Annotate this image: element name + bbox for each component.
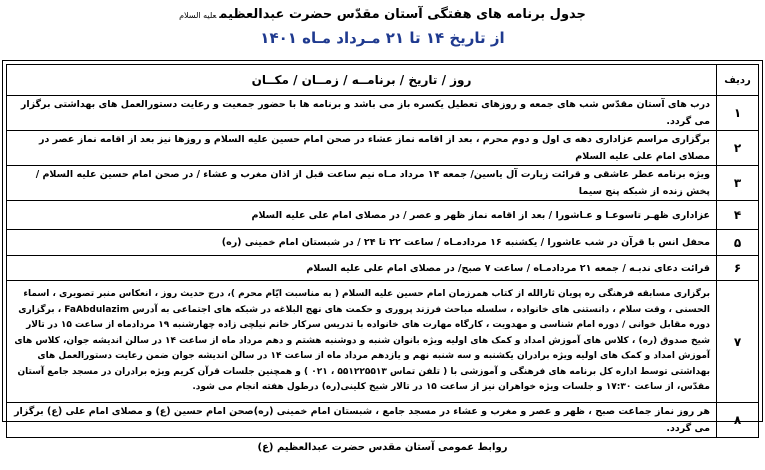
row-text: برگزاری مراسم عزاداری دهه ی اول و دوم محرم ، بعد از اقامه نماز عشاء در صحن امام حسین علیه السلام و روزها نیز بعد از اقامه نماز عصر در مصلای امام علی علیه السلام <box>7 131 717 166</box>
title-main: جدول برنامه های هفتگی آستان مقدّس حضرت عبدالعظیم <box>219 7 586 22</box>
row-number: ۲ <box>717 131 759 166</box>
table-row <box>7 256 759 281</box>
title-suffix: علیه السلام <box>179 11 217 20</box>
row-text: هر روز نماز جماعت صبح ، ظهر و عصر و مغرب و عشاء در مسجد جامع ، شبستان امام خمینی (ره)صحن امام حسین (ع) و مصلای امام علی (ع) برگزار می گردد. <box>7 403 717 438</box>
table-row <box>7 281 759 403</box>
table-row <box>7 403 759 438</box>
table-row <box>7 230 759 256</box>
row-number: ۶ <box>717 256 759 281</box>
header-description: روز / تاریخ / برنامــه / زمــان / مکــان <box>7 65 717 96</box>
schedule-frame <box>2 60 763 434</box>
table-row <box>7 166 759 201</box>
row-text: ویژه برنامه عطر عاشقی و قرائت زیارت آل یاسین/ جمعه ۱۴ مرداد مـاه نیم ساعت قبل از اذان مغرب و عشاء / در صحن امام حسین علیه السلام / پخش زنده از شبکه پنج سیما <box>7 166 717 201</box>
row-number: ۱ <box>717 96 759 131</box>
footer-signature: روابط عمومی آستان مقدس حضرت عبدالعظیم (ع) <box>257 442 508 453</box>
row-number: ۷ <box>717 281 759 403</box>
row-text: درب های آستان مقدّس شب های جمعه و روزهای تعطیل یکسره باز می باشد و برنامه ها با حضور جمعیت و رعایت دستورالعمل های بهداشتی برگزار می گردد. <box>7 96 717 131</box>
row-number: ۳ <box>717 166 759 201</box>
row-text: قرائت دعای ندبـه / جمعه ۲۱ مردادمـاه / ساعت ۷ صبح/ در مصلای امام علی علیه السلام <box>7 256 717 281</box>
table-row <box>7 131 759 166</box>
row-number: ۵ <box>717 230 759 256</box>
row-number: ۴ <box>717 201 759 230</box>
page-title <box>0 6 765 25</box>
row-text: عزاداری ظهـر تاسوعـا و عـاشورا / بعد از اقامه نماز ظهر و عصر / در مصلای امام علی علیه السلام <box>7 201 717 230</box>
header-row-number: ردیف <box>717 65 759 96</box>
table-row <box>7 201 759 230</box>
row-text: برگزاری مسابقه فرهنگی ره پویان ثارالله از کتاب همرزمان امام حسین علیه السلام ( به مناسبت ایّام محرم )، درج حدیث روز ، انعکاس منبر تصویری ، اسماء الحسنی ، وقت سلام ، دانستنی های خانواده ، سلسله مباحث فرزند پروری و حکمت های نهج البلاغه در شبکه های اجتماعی به آدرس FaAbdulazim ، برگزاری دوره مقابل خوانی / دوره امام شناسی و مهدویت ، کارگاه مهارت های خانواده با تدریس سرکار خانم نیلچی زاده چهارشنبه ۱۹ مردادماه از ساعت ۱۵ در تالار شیخ صدوق (ره) ، کلاس های آموزش امداد و کمک های اولیه ویژه بانوان شنبه و دوشنبه هشتم و دهم مرداد ماه از ساعت ۱۴ در سالن اندیشه جوان، کلاس های آموزش امداد و کمک های اولیه ویژه برادران یکشنبه و سه شنبه نهم و یازدهم مرداد ماه از ساعت ۱۴ در سالن اندیشه جوان ضمن رعایت دستورالعمل های بهداشتی توسط اداره کل برنامه های فرهنگی و آموزشی با ( تلفن تماس ۵۵۱۲۲۵۵۱۳ ، ۰۲۱ ) و همچنین جلسات قرآن کریم ویژه برادران در مسجد جامع آستان مقدّس، از ساعت ۱۷:۳۰ و جلسات ویژه خواهران نیز از ساعت ۱۵ در تالار شیخ کلینی(ره) درطول هفته انجام می شود. <box>7 281 717 403</box>
row-text: محفل انس با قرآن در شب عاشورا / یکشنبه ۱۶ مردادمـاه / ساعت ۲۲ تا ۲۴ / در شبستان امام خمینی (ره) <box>7 230 717 256</box>
table-header-row <box>7 65 759 96</box>
row-number: ۸ <box>717 403 759 438</box>
date-range-title: از تاریخ ۱۴ تا ۲۱ مـرداد مـاه ۱۴۰۱ <box>260 29 505 47</box>
schedule-table <box>6 64 759 438</box>
table-row <box>7 96 759 131</box>
